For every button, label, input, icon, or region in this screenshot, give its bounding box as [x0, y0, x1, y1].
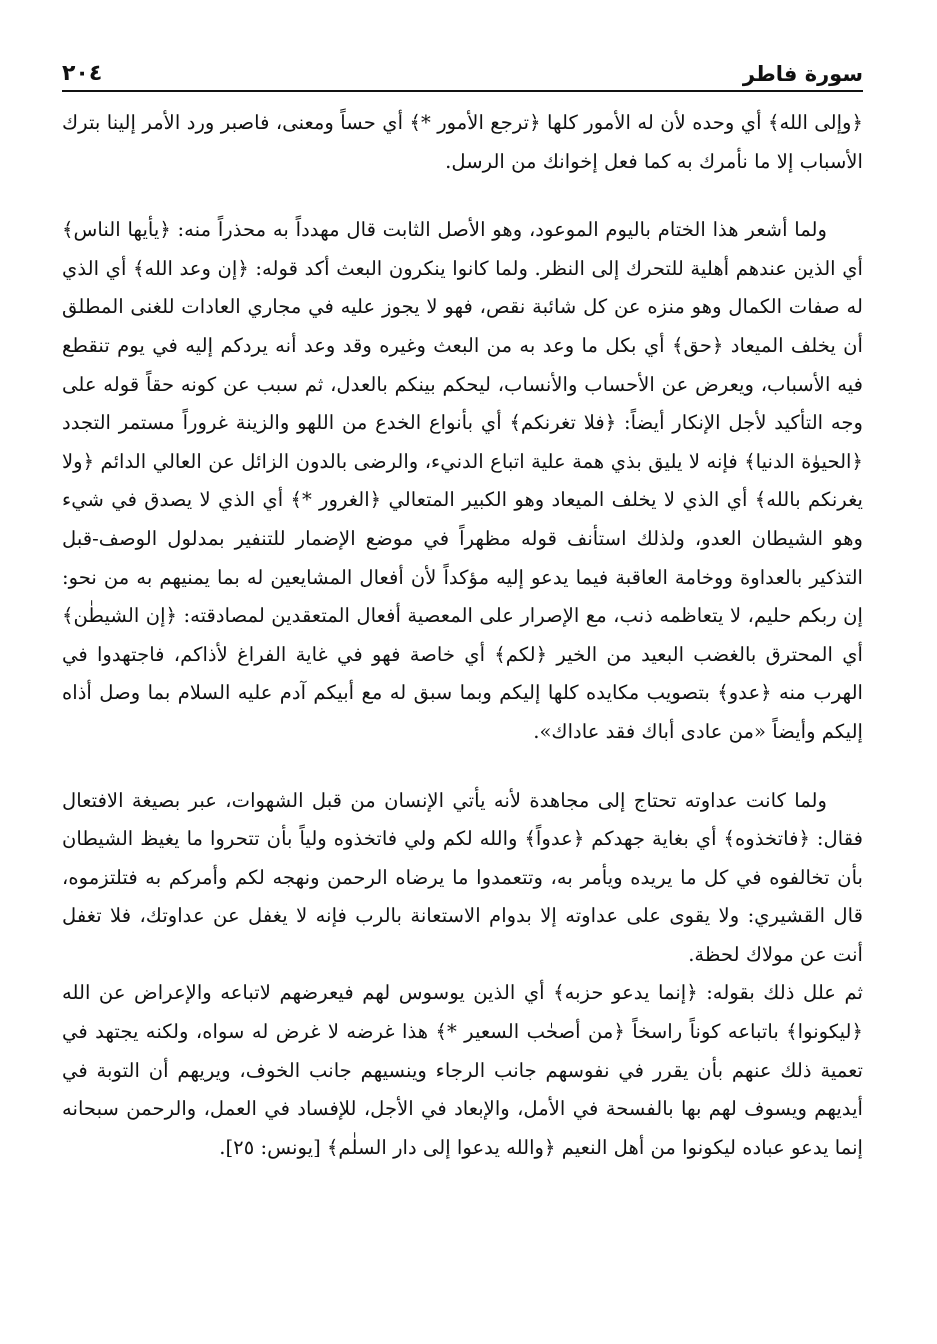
paragraph-3: ولما كانت عداوته تحتاج إلى مجاهدة لأنه يأتي الإنسان من قبل الشهوات، عبر بصيغة الافتعال فقال: ﴿فاتخذوه﴾ أي بغاية جهدكم ﴿عدواً﴾ والله لكم ولي فاتخذوه ولياً بأن تتحروا ما يغيظ الشيطان بأن تخالفوه في كل ما يريده ويأمر به، وتتعمدوا ما يرضاه الرحمن ونهجه لكم وأمركم به فتلتزموه، قال القشيري: ولا يقوى على عداوته إلا بدوام الاستعانة بالرب فإنه لا يغفل عن عداوتك، فلا تغفل أنت عن مولاك لحظة. [62, 788, 863, 966]
paragraph-gap [62, 752, 863, 782]
page-number: ٢٠٤ [62, 61, 103, 86]
paragraph-4: ثم علل ذلك بقوله: ﴿إنما يدعو حزبه﴾ أي الذين يوسوس لهم فيعرضهم لاتباعه والإعراض عن الله ﴿ليكونوا﴾ باتباعه كوناً راسخاً ﴿من أصحٰب السعير *﴾ هذا غرضه لا غرض له سواه، ولكنه يجتهد في تعمية ذلك عنهم بأن يقرر في نفوسهم جانب الرجاء وينسيهم جانب الخوف، ويريهم أن التوبة في أيديهم ويسوف لهم بها بالفسحة في الأمل، والإبعاد في الأجل، للإفساد في العمل، والرحمن سبحانه إنما يدعو عباده ليكونوا من أهل النعيم ﴿والله يدعوا إلى دار السلٰم﴾ [يونس: ٢٥]. [62, 981, 864, 1159]
paragraph-2: ولما أشعر هذا الختام باليوم الموعود، وهو الأصل الثابت قال مهدداً به محذراً منه: ﴿يأيها الناس﴾ أي الذين عندهم أهلية للتحرك إلى النظر. ولما كانوا ينكرون البعث أكد قوله: ﴿إن وعد الله﴾ أي الذي له صفات الكمال وهو منزه عن كل شائبة نقص، فهو لا يجوز عليه في مجاري العادات للغنى المطلق أن يخلف الميعاد ﴿حق﴾ أي بكل ما وعد به من البعث وغيره وقد وعد أنه يردكم إليه في يوم تنقطع فيه الأسباب، ويعرض عن الأحساب والأنساب، ليحكم بينكم بالعدل، ثم سبب عن كونه حقاً قوله على وجه التأكيد لأجل الإنكار أيضاً: ﴿فلا تغرنكم﴾ أي بأنواع الخدع من اللهو والزينة غروراً مستمر التجدد ﴿الحيوٰة الدنيا﴾ فإنه لا يليق بذي همة علية اتباع الدنيء، والرضى بالدون الزائل عن العالي الدائم ﴿ولا يغرنكم بالله﴾ أي الذي لا يخلف الميعاد وهو الكبير المتعالي ﴿الغرور *﴾ أي الذي لا يصدق في شيء وهو الشيطان العدو، ولذلك استأنف قوله مظهراً في موضع الإضمار للتنفير بمدلول الوصف-قبل التذكير بالعداوة ووخامة العاقبة فيما يدعو إليه مؤكداً لأن أفعال المشايعين له بما يمنيهم به من نحو: إن ربكم حليم، لا يتعاظمه ذنب، مع الإصرار على المعصية أفعال المتعقدين لمصادقته: ﴿إن الشيطٰن﴾ أي المحترق بالغضب البعيد من الخير ﴿لكم﴾ أي خاصة فهو في غاية الفراغ لأذاكم، فاجتهدوا في الهرب منه ﴿عدو﴾ بتصويب مكايده كلها إليكم وبما سبق له مع أبيكم آدم عليه السلام بما وصل أذاه إليكم وأيضاً «من عادى أباك فقد عاداك». [62, 218, 863, 743]
surah-title: سورة فاطر [742, 62, 863, 86]
paragraph-1: ﴿وإلى الله﴾ أي وحده لأن له الأمور كلها ﴿ترجع الأمور *﴾ أي حساً ومعنى، فاصبر ورد الأمر إلينا بترك الأسباب إلا ما نأمرك به كما فعل إخوانك من الرسل. [62, 111, 863, 173]
page-body [62, 104, 863, 1167]
page-header [62, 52, 863, 92]
paragraph-gap [62, 181, 863, 211]
